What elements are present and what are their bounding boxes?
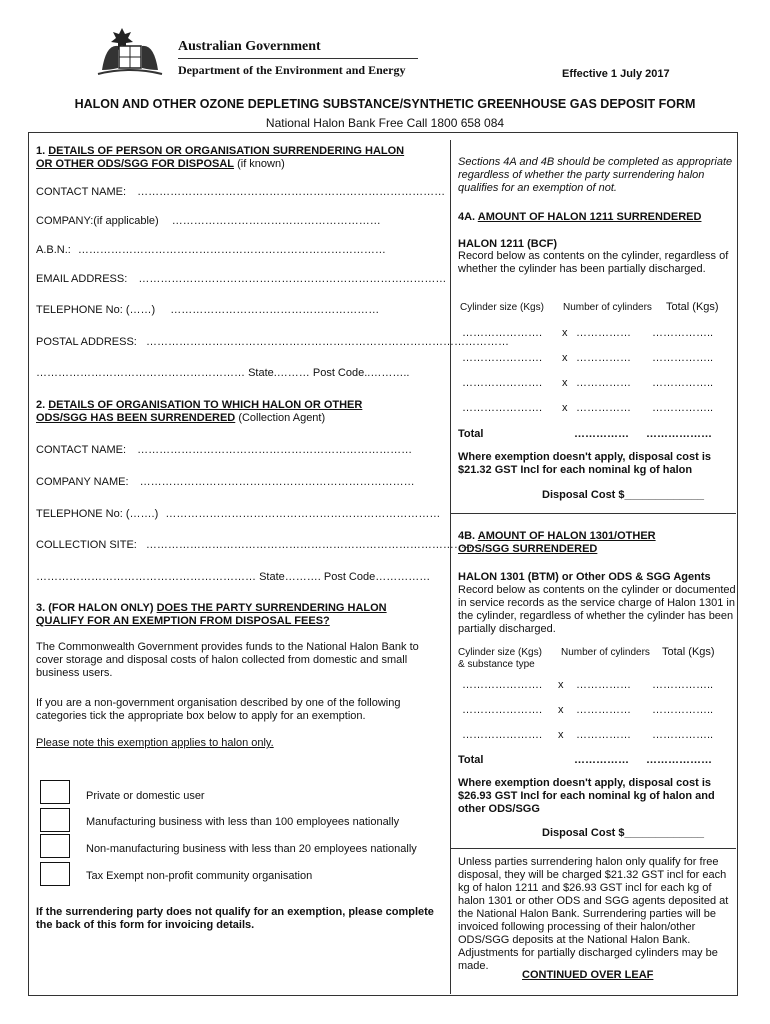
col-cylinder-size: Cylinder size (Kgs) bbox=[460, 302, 544, 313]
crest-logo bbox=[92, 24, 168, 78]
col-number-cylinders: Number of cylinders bbox=[563, 302, 652, 313]
exemption-note: Please note this exemption applies to halon only. bbox=[36, 737, 274, 749]
email-field[interactable]: EMAIL ADDRESS: ………………………………………………………………………… bbox=[36, 273, 447, 285]
exemption-instructions: If you are a non-government organisation described by one of the following categories tick the appropriate box below to apply for an exemption. bbox=[36, 697, 401, 722]
invoice-terms: Unless parties surrendering halon only qualify for free disposal, they will be charged $21.32 GST incl for each kg of halon 1211 and $26.93 GST incl for each kg of halon 1301 or other ODS and SGG agents deposited at the National Halon Bank. Surrendering parties will be invoiced following processing of their halon/other ODS/SGG deposits at the National Halon Bank. Adjustments for partially discharged cylinders may be made. bbox=[458, 856, 729, 972]
checkbox-non-manufacturing[interactable] bbox=[40, 834, 70, 858]
checkbox-private[interactable] bbox=[40, 780, 70, 804]
disposal-cost-4a[interactable]: Disposal Cost $_____________ bbox=[542, 489, 705, 501]
section4a-heading: 4A. AMOUNT OF HALON 1211 SURRENDERED bbox=[458, 211, 702, 223]
form-subtitle: National Halon Bank Free Call 1800 658 084 bbox=[265, 116, 505, 130]
section-4a-4b-rule bbox=[451, 513, 736, 514]
agent-company-field[interactable]: COMPANY NAME: ………………………………………………………………… bbox=[36, 476, 415, 488]
disposal-cost-4b[interactable]: Disposal Cost $_____________ bbox=[542, 827, 705, 839]
checkbox-manufacturing[interactable] bbox=[40, 808, 70, 832]
section1-heading: 1. DETAILS OF PERSON OR ORGANISATION SURRENDERING HALON OR OTHER ODS/SGG FOR DISPOSAL (if known) bbox=[36, 145, 405, 170]
section2-heading: 2. DETAILS OF ORGANISATION TO WHICH HALON OR OTHER ODS/SGG HAS BEEN SURRENDERED (Collection Agent) bbox=[36, 399, 363, 424]
col-number-cylinders: Number of cylinders bbox=[561, 647, 650, 658]
continued-overleaf: CONTINUED OVER LEAF bbox=[522, 969, 654, 981]
form-title: HALON AND OTHER OZONE DEPLETING SUBSTANCE/SYNTHETIC GREENHOUSE GAS DEPOSIT FORM bbox=[74, 97, 696, 111]
invoice-instruction: If the surrendering party does not qualify for an exemption, please complete the back of this form for invoicing details. bbox=[36, 906, 434, 931]
option-non-manufacturing-label: Non-manufacturing business with less than 20 employees nationally bbox=[86, 843, 417, 855]
option-manufacturing-label: Manufacturing business with less than 100 employees nationally bbox=[86, 816, 400, 828]
halon1301-title: HALON 1301 (BTM) or Other ODS & SGG Agents bbox=[458, 571, 711, 583]
state-postcode-field[interactable]: ………………………………………………… State.……… Post Code..……….. bbox=[36, 367, 410, 379]
column-divider bbox=[450, 140, 451, 994]
agent-contact-field[interactable]: CONTACT NAME: ………………………………………………………………… bbox=[36, 444, 413, 456]
exemption-info: The Commonwealth Government provides funds to the National Halon Bank to cover storage and disposal costs of halon collected from domestic and small business users. bbox=[36, 641, 419, 679]
contact-name-field[interactable]: CONTACT NAME: ………………………………………………………………………… bbox=[36, 186, 446, 198]
section3-heading: 3. (FOR HALON ONLY) DOES THE PARTY SURRENDERING HALON QUALIFY FOR AN EXEMPTION FROM DISPOSAL FEES? bbox=[36, 602, 387, 627]
halon1211-fee-note: Where exemption doesn't apply, disposal cost is $21.32 GST Incl for each nominal kg of halon bbox=[458, 451, 712, 476]
section4b-heading: 4B. AMOUNT OF HALON 1301/OTHER ODS/SGG SURRENDERED bbox=[458, 530, 656, 555]
dept-name: Department of the Environment and Energy bbox=[178, 63, 406, 77]
agent-telephone-field[interactable]: TELEPHONE No: (…….) ………………………………………………………………… bbox=[36, 508, 441, 520]
col-total-kgs: Total (Kgs) bbox=[662, 646, 715, 658]
agent-state-postcode-field[interactable]: …………………………………………………… State………. Post Code…………… bbox=[36, 571, 431, 583]
gov-name: Australian Government bbox=[178, 39, 321, 54]
option-private-label: Private or domestic user bbox=[86, 790, 205, 802]
header-rule bbox=[178, 58, 418, 59]
option-tax-exempt-label: Tax Exempt non-profit community organisation bbox=[86, 870, 313, 882]
halon1211-title: HALON 1211 (BCF) bbox=[458, 238, 558, 250]
effective-date: Effective 1 July 2017 bbox=[562, 68, 670, 80]
checkbox-tax-exempt[interactable] bbox=[40, 862, 70, 886]
abn-field[interactable]: A.B.N.: ………………………………………………………………………… bbox=[36, 244, 386, 256]
col-total-kgs: Total (Kgs) bbox=[666, 301, 719, 313]
col-cylinder-size-type: Cylinder size (Kgs) & substance type bbox=[458, 647, 542, 670]
halon1211-instructions: Record below as contents on the cylinder, regardless of whether the cylinder has been partially discharged. bbox=[458, 250, 729, 275]
collection-site-field[interactable]: COLLECTION SITE: ……………………………………………………………………………… bbox=[36, 539, 476, 551]
telephone-field[interactable]: TELEPHONE No: (……) ………………………………………………… bbox=[36, 304, 380, 316]
postal-address-field[interactable]: POSTAL ADDRESS: ……………………………………………………………………………………… bbox=[36, 336, 509, 348]
halon1301-fee-note: Where exemption doesn't apply, disposal cost is $26.93 GST Incl for each nominal kg of halon and other ODS/SGG bbox=[458, 777, 715, 815]
section4-intro: Sections 4A and 4B should be completed as appropriate regardless of whether the party surrendering halon qualifies for an exemption of not. bbox=[458, 156, 733, 194]
company-field[interactable]: COMPANY:(if applicable) ………………………………………………… bbox=[36, 215, 381, 227]
halon1301-instructions: Record below as contents on the cylinder or documented in service records as the service charge of Halon 1301 in the cylinder, regardless of whether the cylinder has been partially discharged. bbox=[458, 584, 736, 635]
section-4b-closing-rule bbox=[451, 848, 736, 849]
